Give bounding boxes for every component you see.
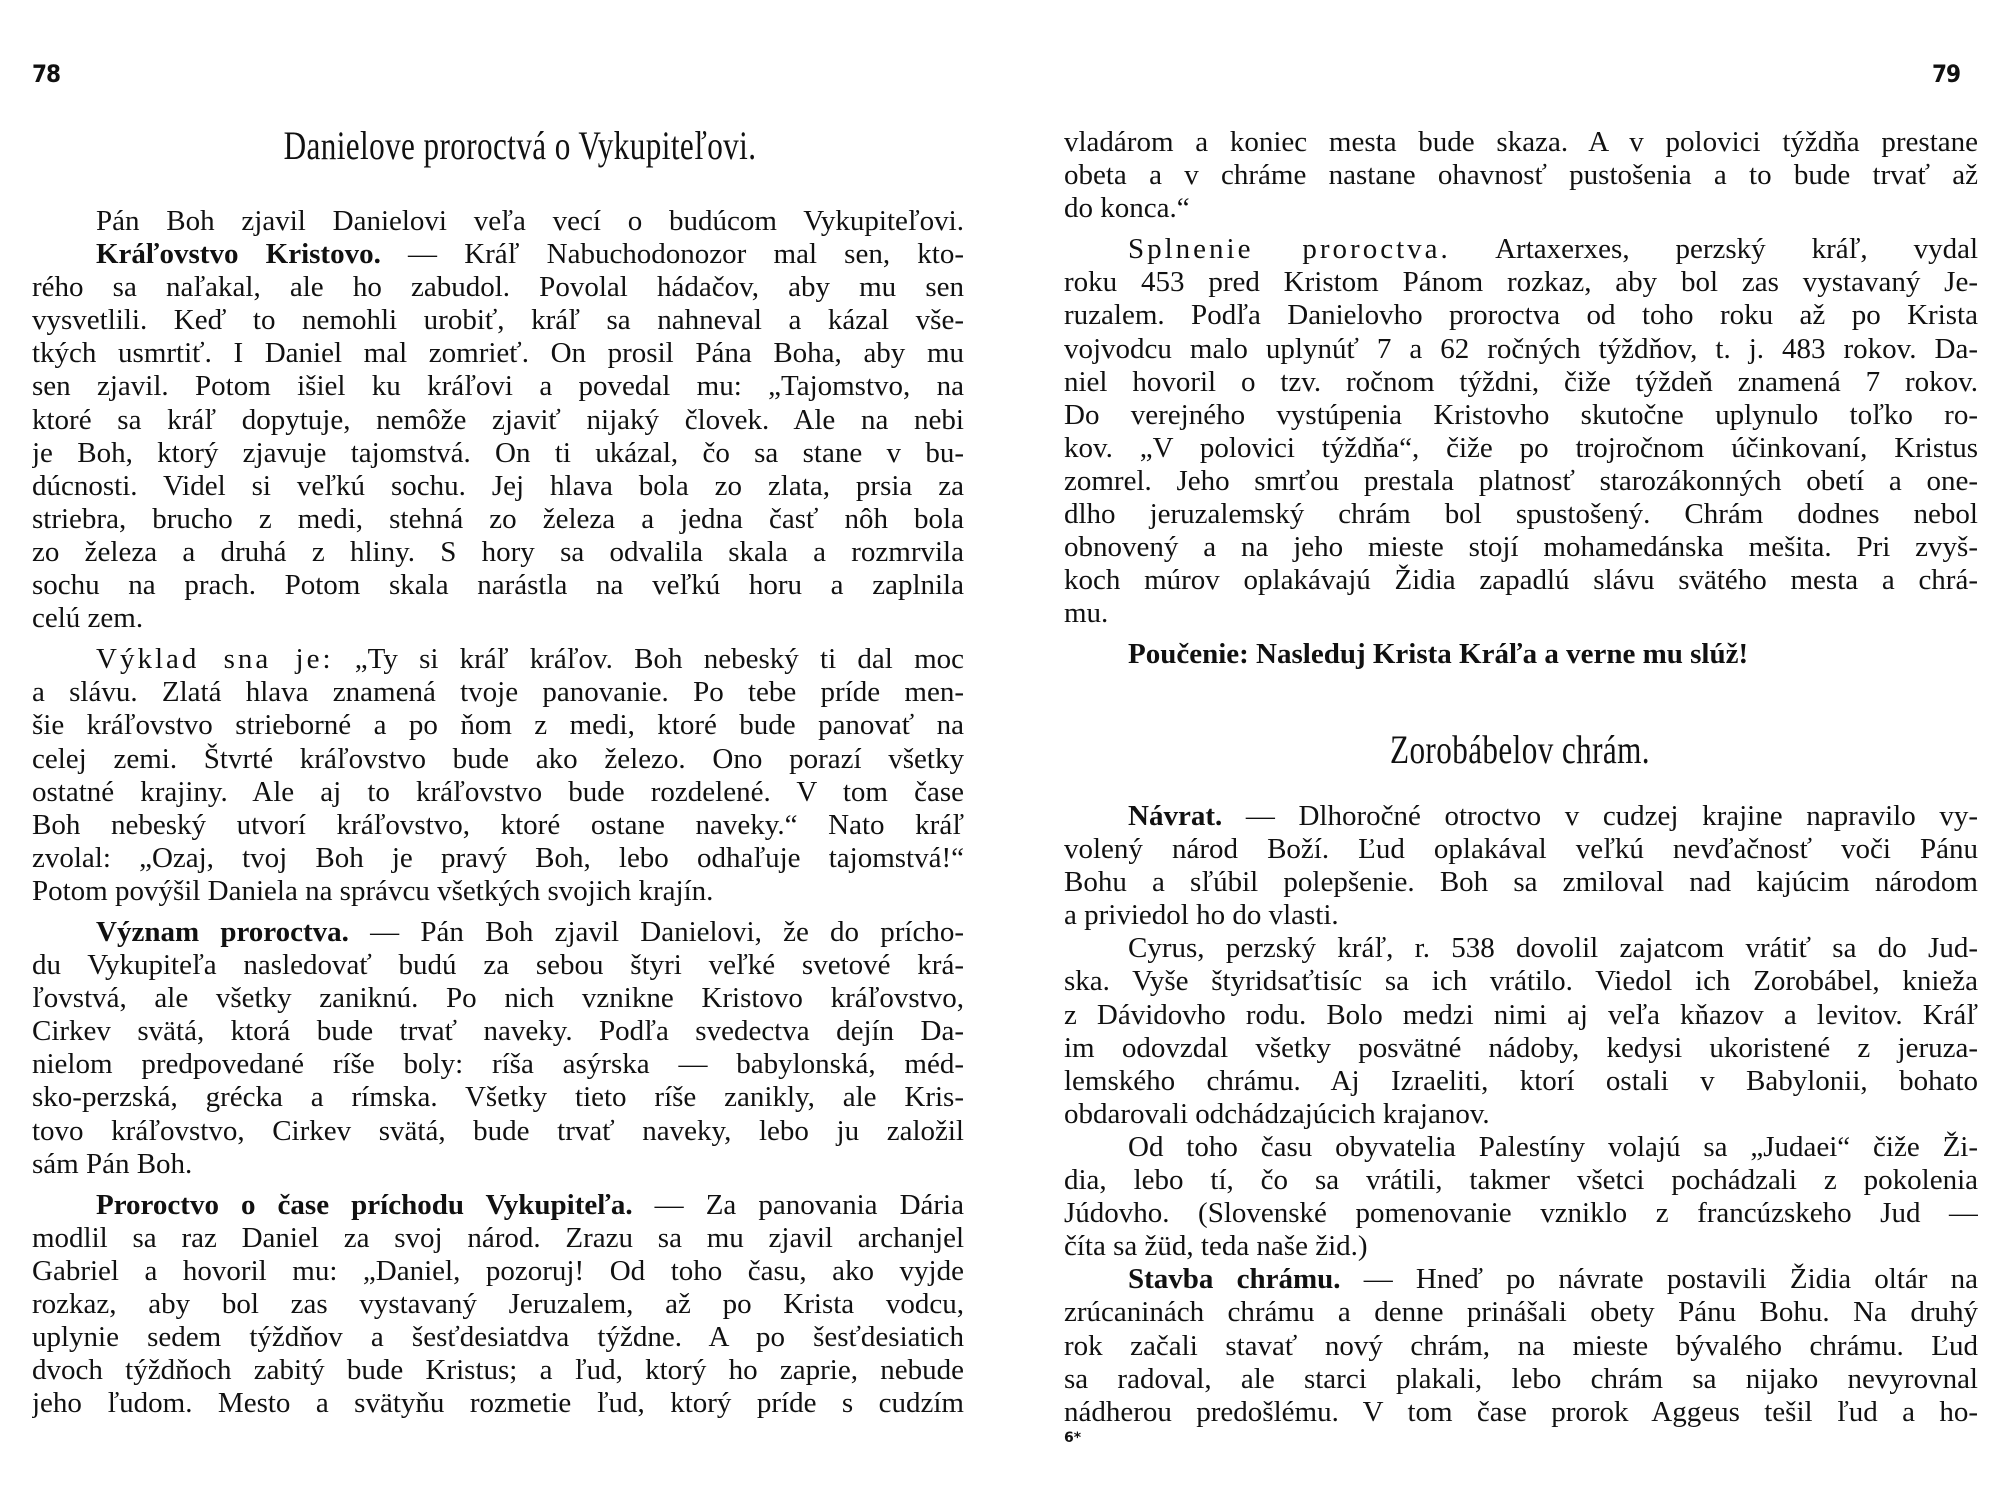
paragraph-line: du Vykupiteľa nasledovať budú za sebou štyri veľké svetové krá- — [32, 949, 964, 982]
paragraph-line: vysvetlili. Keď to nemohli urobiť, kráľ sa nahneval a kázal vše- — [32, 304, 964, 337]
paragraph-line: Stavba chrámu. — Hneď po návrate postavili Židia oltár na — [1128, 1263, 1978, 1296]
section-lead: Splnenie proroctva. — [1128, 233, 1451, 266]
paragraph-line: nádherou predošlému. V tom čase prorok Aggeus tešil ľud a ho- — [1064, 1395, 1978, 1428]
paragraph-line: striebra, brucho z medi, stehná zo železa a jedna časť nôh bola — [32, 502, 964, 535]
paragraph-line: vladárom a koniec mesta bude skaza. A v polovici týždňa prestane — [1064, 126, 1978, 158]
paragraph-line: dia, lebo tí, čo sa vrátili, takmer všetci pochádzali z pokolenia — [1064, 1164, 1978, 1197]
paragraph-line: Bohu a sľúbil polepšenie. Boh sa zmiloval nad kajúcim národom — [1064, 866, 1978, 899]
paragraph-line: volený národ Boží. Ľud oplakával veľkú nevďačnosť voči Pánu — [1064, 833, 1978, 866]
page-number: 79 — [1931, 60, 1960, 88]
paragraph-line: Výklad sna je: „Ty si kráľ kráľov. Boh nebeský ti dal moc — [96, 643, 964, 676]
paragraph-line: mu. — [1064, 597, 1109, 630]
paragraph-line: do konca.“ — [1064, 192, 1190, 225]
section-lead: Kráľovstvo Kristovo. — [96, 238, 381, 271]
body-text-top — [1064, 126, 1978, 672]
section-lead: Návrat. — [1128, 800, 1223, 832]
paragraph-line: Proroctvo o čase príchodu Vykupiteľa. — Za panovania Dária — [96, 1188, 964, 1221]
paragraph-line: rozkaz, aby bol zas vystavaný Jeruzalem, až po Krista vodcu, — [32, 1288, 964, 1320]
paragraph-line: Pán Boh zjavil Danielovi veľa vecí o budúcom Vykupiteľovi. — [96, 205, 964, 237]
moral-lesson: Poučenie: Nasleduj Krista Kráľa a verne mu slúž! — [1128, 638, 1749, 671]
body-text-bottom — [1064, 800, 1978, 1429]
right-page — [1000, 0, 1996, 1500]
paragraph-line: zvolal: „Ozaj, tvoj Boh je pravý Boh, lebo odhaľuje tajomstvá!“ — [32, 841, 964, 874]
paragraph-line: ruzalem. Podľa Danielovho proroctva od toho roku až po Krista — [1064, 299, 1978, 332]
paragraph-line: zo železa a druhá z hliny. S hory sa odvalila skala a rozmrvila — [32, 535, 964, 568]
paragraph-line: sen zjavil. Potom išiel ku kráľovi a povedal mu: „Tajomstvo, na — [32, 370, 964, 403]
paragraph-line: celej zemi. Štvrté kráľovstvo bude ako železo. Ono porazí všetky — [32, 742, 964, 775]
paragraph-line: a slávu. Zlatá hlava znamená tvoje panovanie. Po tebe príde men- — [32, 676, 964, 709]
paragraph-line: niel hovoril o tzv. ročnom týždni, čiže týždeň znamená 7 rokov. — [1064, 365, 1978, 398]
paragraph-line: ostatné krajiny. Ale aj to kráľovstvo bude rozdelené. V tom čase — [32, 775, 964, 808]
page-number: 78 — [32, 60, 61, 88]
paragraph-line: tovo kráľovstvo, Cirkev svätá, bude trvať naveky, lebo ju založil — [32, 1114, 964, 1147]
paragraph-line: Boh nebeský utvorí kráľovstvo, ktoré ostane naveky.“ Nato kráľ — [32, 808, 964, 841]
paragraph-line: jeho ľudom. Mesto a svätyňu rozmetie ľud, ktorý príde s cudzím — [32, 1387, 964, 1420]
paragraph-line: tkých usmrtiť. I Daniel mal zomrieť. On prosil Pána Boha, aby mu — [32, 337, 964, 370]
paragraph-line: sko-perzská, grécka a rímska. Všetky tieto ríše zanikly, ale Kris- — [32, 1081, 964, 1114]
paragraph-line: Kráľovstvo Kristovo. — Kráľ Nabuchodonozor mal sen, kto- — [96, 238, 964, 271]
paragraph-line: obnovený a na jeho mieste stojí mohamedánska mešita. Pri zvyš- — [1064, 531, 1978, 564]
paragraph-line: dúcnosti. Videl si veľkú sochu. Jej hlava bola zo zlata, prsia za — [32, 469, 964, 502]
paragraph-line: Od toho času obyvatelia Palestíny volajú sa „Judaei“ čiže Ži- — [1128, 1130, 1978, 1163]
paragraph-line: lemského chrámu. Aj Izraeliti, ktorí ostali v Babylonii, bohato — [1064, 1064, 1978, 1097]
paragraph-line: a priviedol ho do vlasti. — [1064, 899, 1339, 932]
paragraph-line: sa radoval, ale starci plakali, lebo chrám sa nijako nevyrovnal — [1064, 1362, 1978, 1395]
paragraph-line: sám Pán Boh. — [32, 1147, 193, 1180]
paragraph-line: šie kráľovstvo strieborné a po ňom z medi, ktoré bude panovať na — [32, 709, 964, 742]
paragraph-line: Gabriel a hovoril mu: „Daniel, pozoruj! Od toho času, ako vyjde — [32, 1254, 964, 1287]
paragraph-line: číta sa žüd, teda naše žid.) — [1064, 1230, 1368, 1263]
paragraph-line: roku 453 pred Kristom Pánom rozkaz, aby bol zas vystavaný Je- — [1064, 266, 1978, 299]
paragraph-line: Splnenie proroctva. Artaxerxes, perzský kráľ, vydal — [1128, 233, 1978, 266]
paragraph-line: zrúcaninách chrámu a denne prinášali obety Pánu Bohu. Na druhý — [1064, 1296, 1978, 1329]
paragraph-line: dvoch týždňoch zabitý bude Kristus; a ľud, ktorý ho zaprie, nebude — [32, 1354, 964, 1387]
paragraph-line: Význam proroctva. — Pán Boh zjavil Danielovi, že do prícho- — [96, 915, 964, 948]
paragraph-line: obeta a v chráme nastane ohavnosť pustošenia a to bude trvať až — [1064, 159, 1978, 192]
paragraph-line: obdarovali odchádzajúcich krajanov. — [1064, 1097, 1490, 1130]
paragraph-line: modlil sa raz Daniel za svoj národ. Zrazu sa mu zjavil archanjel — [32, 1221, 964, 1254]
paragraph-line: uplynie sedem týždňov a šesťdesiatdva týždne. A po šesťdesiatich — [32, 1321, 964, 1354]
section-lead: Výklad sna je: — [96, 643, 334, 676]
paragraph-line: vojvodcu malo uplynúť 7 a 62 ročných týždňov, t. j. 483 rokov. Da- — [1064, 332, 1978, 365]
paragraph-line: ľovstvá, ale všetky zaniknú. Po nich vznikne Kristovo kráľovstvo, — [32, 982, 964, 1015]
paragraph-line: Do verejného vystúpenia Kristovho skutočne uplynulo toľko ro- — [1064, 398, 1978, 431]
paragraph-line: z Dávidovho rodu. Bolo medzi nimi aj veľa kňazov a levitov. Kráľ — [1064, 998, 1978, 1031]
paragraph-line: Cyrus, perzský kráľ, r. 538 dovolil zajatcom vrátiť sa do Jud- — [1128, 932, 1978, 965]
paragraph-line: sochu na prach. Potom skala narástla na veľkú horu a zaplnila — [32, 569, 964, 602]
section-lead: Proroctvo o čase príchodu Vykupiteľa. — [96, 1188, 633, 1221]
paragraph-line: Potom povýšil Daniela na správcu všetkých svojich krajín. — [32, 874, 714, 907]
paragraph-line: koch múrov oplakávajú Židia zapadlú slávu svätého mesta a chrá- — [1064, 564, 1978, 597]
signature-mark: 6* — [1064, 1430, 1082, 1446]
section-lead: Význam proroctva. — [96, 915, 349, 948]
paragraph-line: kov. „V polovici týždňa“, čiže po trojročnom účinkovaní, Kristus — [1064, 431, 1978, 464]
paragraph-line: Júdovho. (Slovenské pomenovanie vzniklo z francúzskeho Jud — — [1064, 1197, 1978, 1230]
paragraph-line: ska. Vyše štyridsaťtisíc sa ich vrátilo. Viedol ich Zorobábel, knieža — [1064, 965, 1978, 998]
paragraph-line: zomrel. Jeho smrťou prestala platnosť starozákonných obetí a one- — [1064, 464, 1978, 497]
paragraph-line: Cirkev svätá, ktorá bude trvať naveky. Podľa svedectva dejín Da- — [32, 1015, 964, 1048]
chapter-title: Zorobábelov chrám. — [1389, 727, 1650, 772]
paragraph-line: dlho jeruzalemský chrám bol spustošený. Chrám dodnes nebol — [1064, 498, 1978, 531]
paragraph-line: im odovzdal všetky posvätné nádoby, kedysi ukoristené z jeruza- — [1064, 1031, 1978, 1064]
paragraph-line: celú zem. — [32, 602, 144, 635]
section-lead: Stavba chrámu. — [1128, 1263, 1341, 1296]
paragraph-line: ktoré sa kráľ dopytuje, nemôže zjaviť nijaký človek. Ale na nebi — [32, 403, 964, 436]
paragraph-line: rého sa naľakal, ale ho zabudol. Povolal hádačov, aby mu sen — [32, 271, 964, 304]
paragraph-line: rok začali stavať nový chrám, na mieste bývalého chrámu. Ľud — [1064, 1329, 1978, 1362]
paragraph-line: nielom predpovedané ríše boly: ríša asýrska — babylonská, méd- — [32, 1048, 964, 1081]
chapter-title: Danielove proroctvá o Vykupiteľovi. — [283, 123, 757, 168]
paragraph-line: Návrat. — Dlhoročné otroctvo v cudzej krajine napravilo vy- — [1128, 800, 1978, 832]
body-text — [32, 205, 964, 1420]
paragraph-line: je Boh, ktorý zjavuje tajomstvá. On ti ukázal, čo sa stane v bu- — [32, 436, 964, 469]
